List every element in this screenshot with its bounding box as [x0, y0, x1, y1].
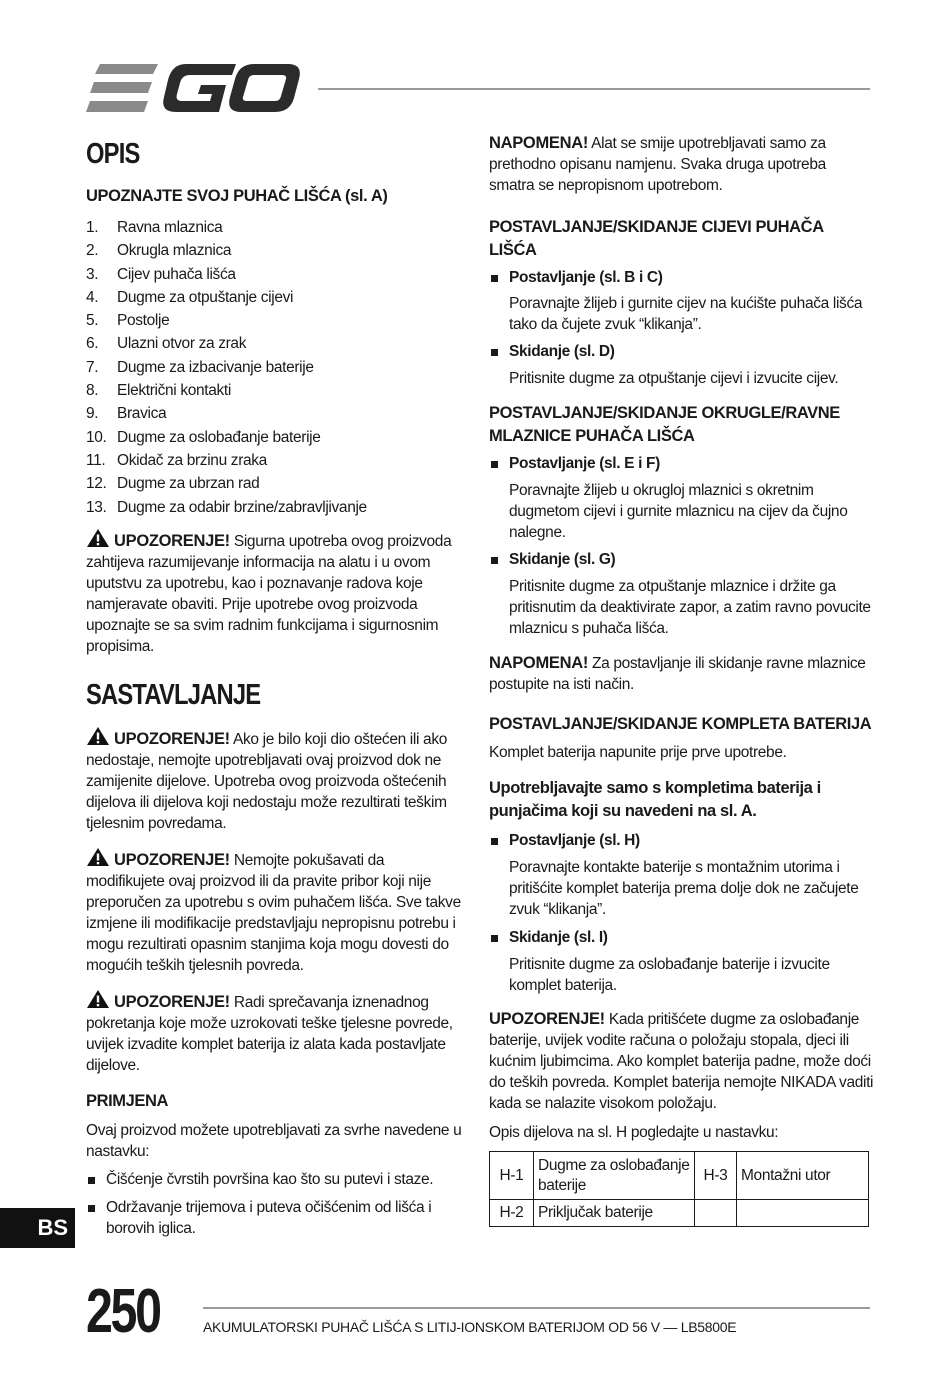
- warning-block: UPOZORENJE! Kada pritišćete dugme za oslobađanje baterije, uvijek vodite računa o položaju stopala, djeci ili kućnim ljubimcima. Ako komplet baterija padne, može doći do teških povreda. Komplet baterija nemojte NIKADA vaditi kada se nalazite visokom položaju.: [489, 1010, 874, 1112]
- page-number: 250: [86, 1277, 160, 1346]
- baterija-heading: POSTAVLJANJE/SKIDANJE KOMPLETA BATERIJA: [489, 715, 872, 733]
- list-item: 5. Postolje: [86, 312, 170, 330]
- list-item: Skidanje (sl. I): [489, 927, 874, 948]
- warning-triangle-icon: [86, 847, 110, 867]
- baterija-steps-remove: [489, 927, 874, 948]
- list-item: 6. Ulazni otvor za zrak: [86, 335, 247, 353]
- list-item: Održavanje trijemova i puteva očišćenim od lišća i borovih iglica.: [86, 1197, 466, 1239]
- mlaznice-remove-text: Pritisnite dugme za otpuštanje mlaznice i držite ga pritisnutim da deaktivirate zapor, a zatim ravno povucite mlaznicu s puhača lišća.: [509, 578, 871, 637]
- primjena-text: Ovaj proizvod možete upotrebljavati za svrhe navedene u nastavku:: [86, 1121, 462, 1160]
- footer-product-title: AKUMULATORSKI PUHAČ LIŠĆA S LITIJ-IONSKOM BATERIJOM OD 56 V — LB5800E: [203, 1319, 737, 1335]
- opis-dijelova-text: Opis dijelova na sl. H pogledajte u nastavku:: [489, 1124, 779, 1141]
- parts-table: [489, 1151, 869, 1227]
- cijevi-install-text: Poravnajte žlijeb i gurnite cijev na kućište puhača lišća tako da čujete zvuk “klikanja”.: [509, 295, 863, 333]
- list-item: 10. Dugme za oslobađanje baterije: [86, 428, 321, 446]
- cijevi-steps-remove: [489, 341, 874, 362]
- primjena-list: [86, 1169, 466, 1239]
- language-tab: BS: [0, 1208, 75, 1248]
- primjena-heading: PRIMJENA: [86, 1091, 169, 1110]
- baterija-install-text: Poravnajte kontakte baterije s montažnim utorima i pritišćite komplet baterija prema dolje dok ne začujete zvuk “klikanja”.: [509, 859, 859, 918]
- list-item: Čišćenje čvrstih površina kao što su putevi i staze.: [86, 1169, 466, 1190]
- warning-block: UPOZORENJE! Ako je bilo koji dio oštećen ili ako nedostaje, nemojte upotrebljavati ovaj proizvod dok ne zamijenite dijelove. Upotreba ovog proizvoda oštećenih dijelova ili dijelova koji nedostaju može rezultirati teškim tjelesnim povredama.: [86, 726, 466, 834]
- mlaznice-heading: POSTAVLJANJE/SKIDANJE OKRUGLE/RAVNE MLAZNICE PUHAČA LIŠĆA: [489, 404, 840, 445]
- list-item: 3. Cijev puhača lišća: [86, 265, 236, 283]
- list-item: 1. Ravna mlaznica: [86, 219, 223, 236]
- footer-rule: [203, 1307, 870, 1309]
- logo-g: [163, 64, 236, 112]
- table-row: H-1 Dugme za oslobađanje baterije H-3 Montažni utor: [490, 1152, 869, 1200]
- baterija-remove-text: Pritisnite dugme za oslobađanje baterije i izvucite komplet baterija.: [509, 956, 830, 994]
- cijevi-steps: [489, 267, 874, 288]
- ego-logo: [86, 62, 301, 114]
- list-item: Skidanje (sl. D): [489, 341, 874, 362]
- list-item: Postavljanje (sl. H): [489, 830, 874, 851]
- mlaznice-install-text: Poravnajte žlijeb u okrugloj mlaznici s okretnim dugmetom cijevi i gurnite mlaznicu na cijev da čujno nalegne.: [509, 482, 848, 541]
- cijevi-heading: POSTAVLJANJE/SKIDANJE CIJEVI PUHAČA LIŠĆA: [489, 218, 824, 259]
- list-item: 9. Bravica: [86, 405, 167, 423]
- baterija-bold-text: Upotrebljavajte samo s kompletima baterija i punjačima koji su navedeni na sl. A.: [489, 779, 821, 820]
- note-block: NAPOMENA! Alat se smije upotrebljavati samo za prethodno opisanu namjenu. Svaka druga upotreba smatra se nepropisnom upotrebom.: [489, 134, 826, 194]
- list-item: Skidanje (sl. G): [489, 549, 874, 570]
- baterija-steps: [489, 830, 874, 851]
- left-column: [86, 132, 466, 1239]
- warning-triangle-icon: [86, 528, 110, 548]
- upoznajte-heading: UPOZNAJTE SVOJ PUHAČ LIŠĆA (sl. A): [86, 187, 388, 205]
- mlaznice-steps: [489, 453, 874, 474]
- list-item: 12. Dugme za ubrzan rad: [86, 475, 260, 493]
- note-block: NAPOMENA! Za postavljanje ili skidanje ravne mlaznice postupite na isti način.: [489, 654, 866, 693]
- right-column: [489, 132, 874, 1227]
- mlaznice-steps-remove: [489, 549, 874, 570]
- parts-list: [86, 216, 466, 519]
- list-item: 13. Dugme za odabir brzine/zabravljivanje: [86, 498, 367, 516]
- list-item: 4. Dugme za otpuštanje cijevi: [86, 288, 294, 306]
- table-row: H-2 Priključak baterije: [490, 1200, 869, 1227]
- list-item: Postavljanje (sl. E i F): [489, 453, 874, 474]
- logo-o: [229, 64, 300, 112]
- list-item: 2. Okrugla mlaznica: [86, 242, 232, 260]
- list-item: 8. Električni kontakti: [86, 382, 231, 400]
- warning-block: UPOZORENJE! Sigurna upotreba ovog proizvoda zahtijeva razumijevanje informacija na alatu i u ovom uputstvu za upotrebu, kao i poznavanje radova koje namjeravate obaviti. Prije upotrebe ovog proizvoda upoznajte se sa svim radnim funkcijama i sigurnosnim propisima.: [86, 528, 466, 657]
- header-rule: [318, 88, 870, 90]
- list-item: 11. Okidač za brzinu zraka: [86, 451, 267, 469]
- baterija-text: Komplet baterija napunite prije prve upotrebe.: [489, 744, 787, 761]
- warning-block: UPOZORENJE! Nemojte pokušavati da modifikujete ovaj proizvod ili da pravite pribor koji nije preporučen za upotrebu s ovim puhačem lišća. Sve takve izmjene ili modifikacije predstavljaju nepropisnu potrebu i mogu rezultirati opasnim stanjima koja mogu dovesti do mogućih teških tjelesnih povreda.: [86, 847, 466, 976]
- logo-e-stripes: [86, 64, 158, 112]
- section-title-sastavljanje: SASTAVLJANJE: [86, 678, 261, 711]
- list-item: 7. Dugme za izbacivanje baterije: [86, 358, 314, 376]
- list-item: Postavljanje (sl. B i C): [489, 267, 874, 288]
- cijevi-remove-text: Pritisnite dugme za otpuštanje cijevi i izvucite cijev.: [509, 370, 839, 387]
- section-title-opis: OPIS: [86, 138, 140, 170]
- warning-triangle-icon: [86, 726, 110, 746]
- warning-block: UPOZORENJE! Radi sprečavanja iznenadnog pokretanja koje može uzrokovati teške tjelesne povrede, uvijek izvadite komplet baterija iz alata kada postavljate dijelove.: [86, 989, 466, 1076]
- warning-triangle-icon: [86, 989, 110, 1009]
